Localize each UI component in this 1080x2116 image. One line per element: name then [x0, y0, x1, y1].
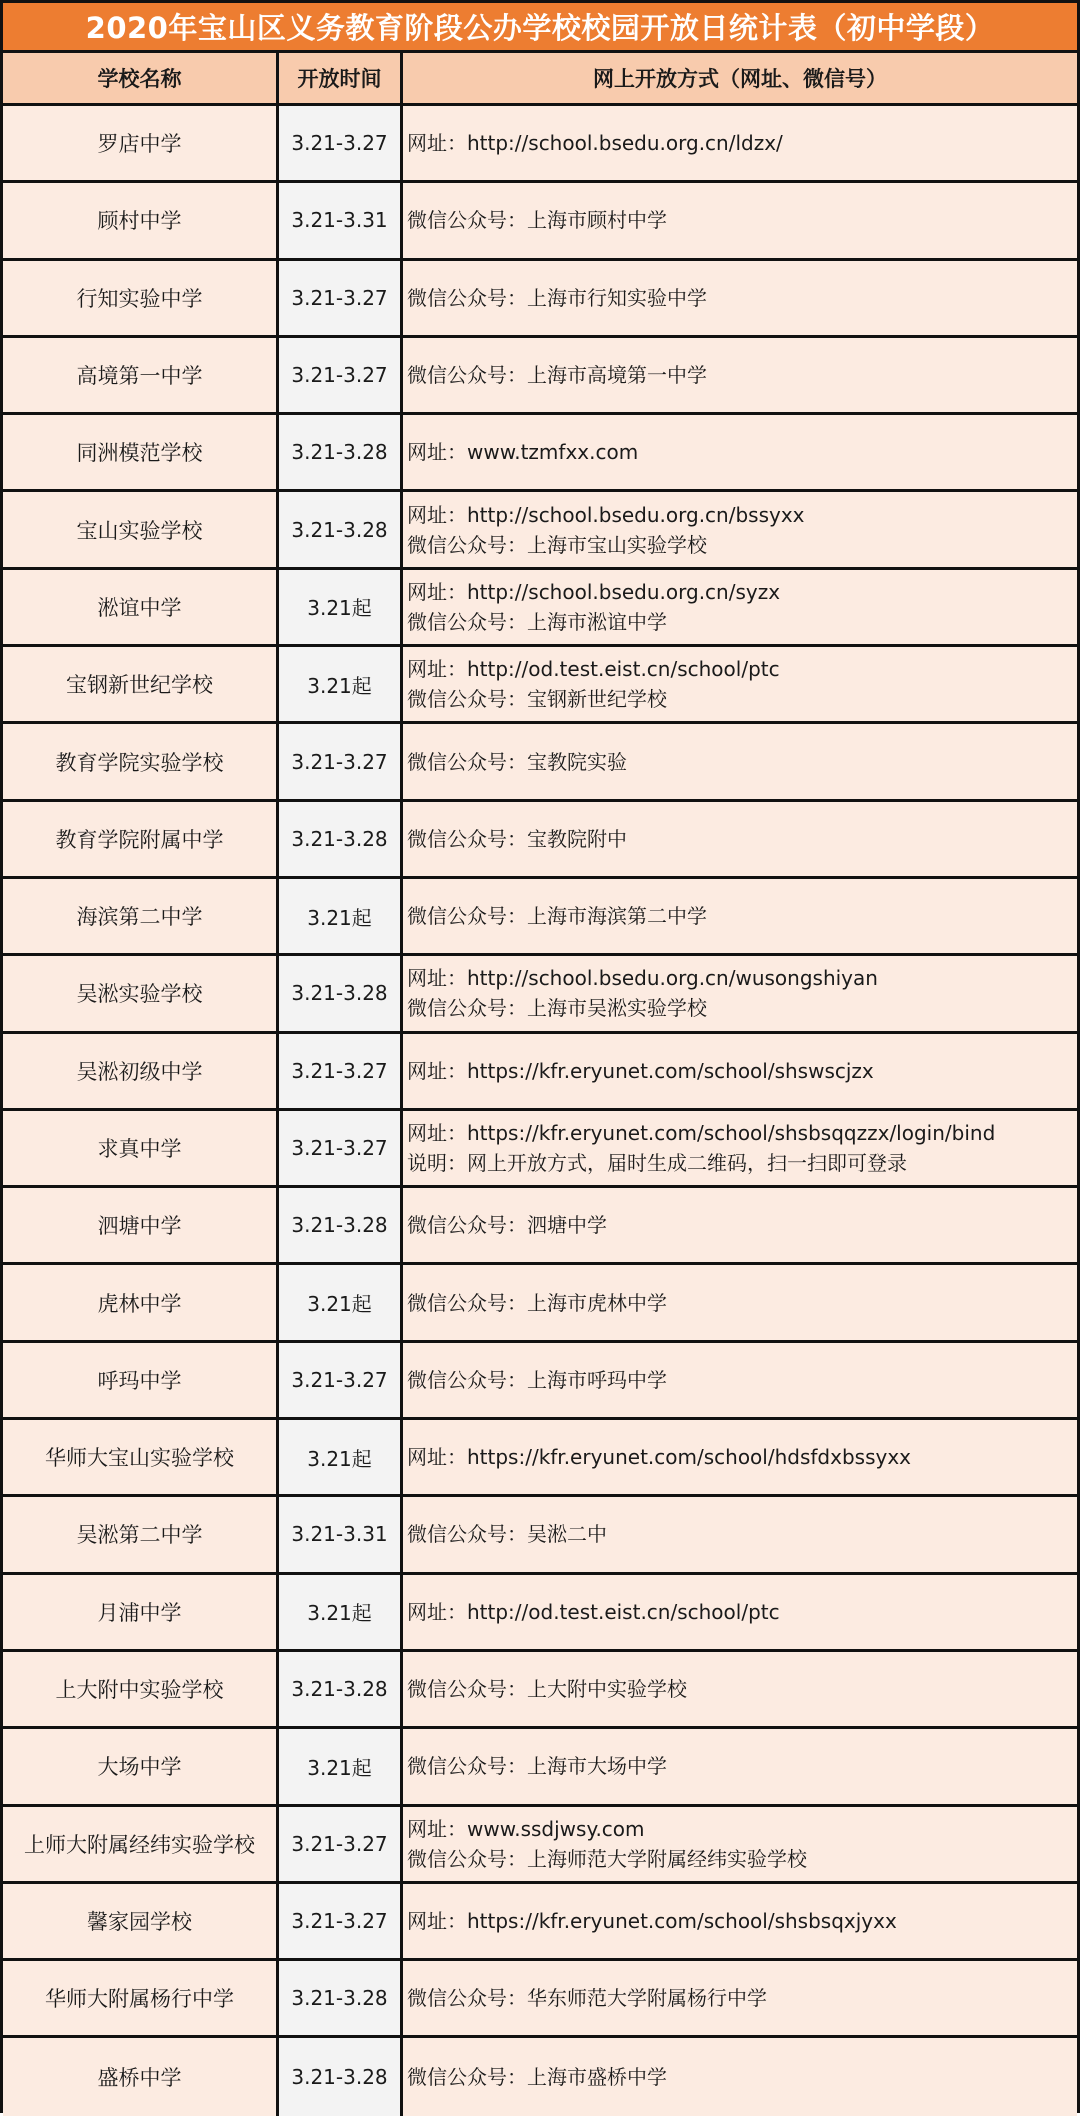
table-row: [3, 338, 1077, 415]
school-name-cell: 教育学院附属中学: [55, 827, 224, 852]
method-line: 网址：https://kfr.eryunet.com/school/shsbsqxjyxx: [407, 1908, 897, 1933]
online-method-cell: [400, 1265, 1077, 1339]
open-time-cell: 3.21-3.28: [276, 2038, 400, 2115]
online-method-cell: [400, 415, 1077, 489]
open-time-cell: 3.21-3.27: [276, 106, 400, 180]
method-line: 网址：http://od.test.eist.cn/school/ptc: [407, 1599, 780, 1624]
table-row: [3, 1265, 1077, 1342]
school-name-cell: 高境第一中学: [76, 364, 203, 389]
method-line: 微信公众号：上海市虎林中学: [407, 1290, 667, 1315]
online-method-cell: [400, 1111, 1077, 1185]
open-time-cell: 3.21起: [276, 1420, 400, 1494]
header-online-method: 网上开放方式（网址、微信号）: [400, 53, 1077, 103]
open-time-cell: 3.21-3.27: [276, 1807, 400, 1881]
open-time-cell: 3.21-3.27: [276, 261, 400, 335]
school-name-cell: 吴淞初级中学: [76, 1059, 203, 1084]
table-row: [3, 183, 1077, 260]
school-name-cell: 大场中学: [97, 1755, 182, 1780]
table-row: [3, 261, 1077, 338]
method-line: 网址：http://school.bsedu.org.cn/ldzx/: [407, 131, 783, 156]
open-time-cell: 3.21-3.27: [276, 724, 400, 798]
open-time-cell: 3.21起: [276, 879, 400, 953]
header-school-name: 学校名称: [97, 67, 182, 91]
table-row: [3, 106, 1077, 183]
method-line: 微信公众号：上海市淞谊中学: [407, 609, 667, 634]
open-time-cell: 3.21-3.27: [276, 1343, 400, 1417]
online-method-cell: [400, 492, 1077, 566]
school-name-cell: 顾村中学: [97, 209, 182, 234]
table-row: [3, 956, 1077, 1033]
online-method-cell: [400, 2038, 1077, 2115]
open-time-cell: 3.21-3.27: [276, 1034, 400, 1108]
school-name-cell: 虎林中学: [97, 1291, 182, 1316]
method-line: 微信公众号：宝教院附中: [407, 826, 627, 851]
table-row: [3, 802, 1077, 879]
online-method-cell: [400, 1034, 1077, 1108]
method-line: 网址：www.tzmfxx.com: [407, 440, 639, 465]
open-time-cell: 3.21-3.28: [276, 802, 400, 876]
online-method-cell: [400, 956, 1077, 1030]
open-time-cell: 3.21起: [276, 1729, 400, 1803]
method-line: 微信公众号：上海市顾村中学: [407, 208, 667, 233]
school-name-cell: 华师大附属杨行中学: [45, 1987, 234, 2012]
table-body: [3, 106, 1077, 2116]
table-row: [3, 1652, 1077, 1729]
method-line: 微信公众号：吴淞二中: [407, 1522, 607, 1547]
online-method-cell: [400, 1884, 1077, 1958]
method-line: 微信公众号：上海市盛桥中学: [407, 2065, 667, 2090]
school-name-cell: 上大附中实验学校: [55, 1678, 224, 1703]
table-row: [3, 724, 1077, 801]
method-line: 说明：网上开放方式，届时生成二维码，扫一扫即可登录: [407, 1151, 907, 1175]
school-name-cell: 盛桥中学: [97, 2066, 182, 2091]
online-method-cell: [400, 802, 1077, 876]
method-line: 网址：http://school.bsedu.org.cn/wusongshiyan: [407, 966, 878, 991]
school-name-cell: 教育学院实验学校: [55, 750, 224, 775]
table-row: [3, 1729, 1077, 1806]
school-name-cell: 吴淞第二中学: [76, 1523, 203, 1548]
online-method-cell: [400, 1961, 1077, 2035]
table-row: [3, 2038, 1077, 2115]
table-title: 2020年宝山区义务教育阶段公办学校校园开放日统计表（初中学段）: [3, 3, 1077, 53]
online-method-cell: [400, 261, 1077, 335]
online-method-cell: [400, 879, 1077, 953]
school-name-cell: 馨家园学校: [87, 1909, 192, 1934]
open-time-cell: 3.21-3.28: [276, 956, 400, 1030]
open-time-cell: 3.21起: [276, 1575, 400, 1649]
open-time-cell: 3.21-3.28: [276, 1961, 400, 2035]
online-method-cell: [400, 183, 1077, 257]
open-time-cell: 3.21-3.27: [276, 1111, 400, 1185]
method-line: 网址：http://school.bsedu.org.cn/bssyxx: [407, 502, 805, 527]
method-line: 微信公众号：上海市吴淞实验学校: [407, 996, 707, 1021]
online-method-cell: [400, 647, 1077, 721]
table-row: [3, 492, 1077, 569]
open-time-cell: 3.21起: [276, 570, 400, 644]
online-method-cell: [400, 1652, 1077, 1726]
method-line: 网址：https://kfr.eryunet.com/school/hdsfdxbssyxx: [407, 1445, 911, 1470]
method-line: 微信公众号：上海师范大学附属经纬实验学校: [407, 1846, 807, 1871]
table-row: [3, 1034, 1077, 1111]
table-row: [3, 1343, 1077, 1420]
online-method-cell: [400, 570, 1077, 644]
school-name-cell: 求真中学: [97, 1137, 182, 1161]
school-name-cell: 月浦中学: [97, 1600, 182, 1625]
method-line: 网址：http://school.bsedu.org.cn/syzx: [407, 579, 781, 604]
method-line: 网址：https://kfr.eryunet.com/school/shsbsqqzzx/login/bind: [407, 1121, 996, 1145]
method-line: 微信公众号：上海市海滨第二中学: [407, 904, 707, 929]
method-line: 微信公众号：宝教院实验: [407, 749, 627, 774]
method-line: 微信公众号：上大附中实验学校: [407, 1677, 687, 1702]
school-name-cell: 淞谊中学: [97, 595, 182, 620]
school-name-cell: 海滨第二中学: [76, 905, 203, 930]
school-name-cell: 呼玛中学: [97, 1368, 182, 1393]
online-method-cell: [400, 1188, 1077, 1262]
header-open-time: 开放时间: [276, 53, 400, 103]
school-name-cell: 吴淞实验学校: [76, 982, 203, 1007]
table-row: [3, 1961, 1077, 2038]
online-method-cell: [400, 1420, 1077, 1494]
online-method-cell: [400, 1497, 1077, 1571]
table-row: [3, 570, 1077, 647]
online-method-cell: [400, 1343, 1077, 1417]
method-line: 网址：http://od.test.eist.cn/school/ptc: [407, 657, 780, 682]
table-row: [3, 1807, 1077, 1884]
table-row: [3, 1188, 1077, 1265]
school-name-cell: 罗店中学: [97, 132, 182, 157]
method-line: 微信公众号：上海市行知实验中学: [407, 285, 707, 310]
school-name-cell: 泗塘中学: [97, 1214, 182, 1239]
table-row: [3, 1884, 1077, 1961]
method-line: 微信公众号：泗塘中学: [407, 1213, 607, 1238]
school-name-cell: 同洲模范学校: [76, 441, 203, 466]
table-row: [3, 415, 1077, 492]
school-name-cell: 华师大宝山实验学校: [45, 1446, 234, 1471]
table-row: [3, 1420, 1077, 1497]
table-row: [3, 879, 1077, 956]
open-time-cell: 3.21-3.28: [276, 1652, 400, 1726]
online-method-cell: [400, 1575, 1077, 1649]
table-header-row: [3, 53, 1077, 106]
method-line: 微信公众号：上海市呼玛中学: [407, 1367, 667, 1392]
method-line: 微信公众号：上海市大场中学: [407, 1754, 667, 1779]
online-method-cell: [400, 1729, 1077, 1803]
method-line: 微信公众号：华东师范大学附属杨行中学: [407, 1986, 767, 2011]
method-line: 微信公众号：宝钢新世纪学校: [407, 687, 667, 712]
online-method-cell: [400, 338, 1077, 412]
open-time-cell: 3.21-3.31: [276, 1497, 400, 1571]
online-method-cell: [400, 106, 1077, 180]
open-time-cell: 3.21起: [276, 647, 400, 721]
online-method-cell: [400, 1807, 1077, 1881]
table-row: [3, 1111, 1077, 1188]
open-time-cell: 3.21-3.31: [276, 183, 400, 257]
open-time-cell: 3.21-3.28: [276, 492, 400, 566]
open-time-cell: 3.21起: [276, 1265, 400, 1339]
table-row: [3, 1497, 1077, 1574]
table-row: [3, 647, 1077, 724]
method-line: 微信公众号：上海市高境第一中学: [407, 363, 707, 388]
open-time-cell: 3.21-3.27: [276, 1884, 400, 1958]
school-name-cell: 宝山实验学校: [76, 518, 203, 543]
online-method-cell: [400, 724, 1077, 798]
method-line: 网址：https://kfr.eryunet.com/school/shswscjzx: [407, 1058, 874, 1083]
school-name-cell: 行知实验中学: [76, 286, 203, 311]
method-line: 微信公众号：上海市宝山实验学校: [407, 532, 707, 557]
open-time-cell: 3.21-3.28: [276, 1188, 400, 1262]
school-name-cell: 宝钢新世纪学校: [66, 673, 213, 698]
open-time-cell: 3.21-3.28: [276, 415, 400, 489]
method-line: 网址：www.ssdjwsy.com: [407, 1816, 645, 1841]
table-row: [3, 1575, 1077, 1652]
school-name-cell: 上师大附属经纬实验学校: [24, 1832, 255, 1857]
open-time-cell: 3.21-3.27: [276, 338, 400, 412]
